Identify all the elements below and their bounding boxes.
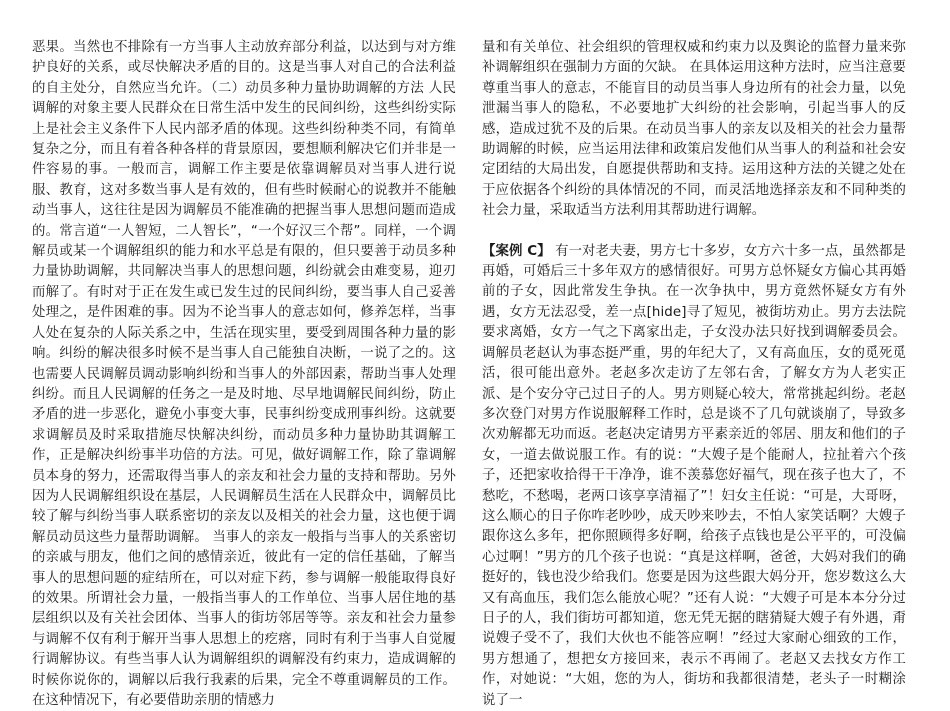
case-title: 【案例 C】 <box>482 243 551 259</box>
case-text-part-2: 寻了短见，被街坊劝止。男方去法院要求离婚，女方一气之下离家出走，子女没办法只好找到调解委员会。调解员老赵认为事态挺严重，男的年纪大了，又有高血压，女的觅死觅活，很可能出意外。老赵多次走访了左邻右舍，了解女方为人老实正派、是个安分守己过日子的人。男方则疑心较大，常常挑起纠纷。老赵多次登门对男方作说服解释工作时，总是谈不了几句就谈崩了，导致多次劝解都无功而返。老赵决定请男方平素亲近的邻居、朋友和他们的子女，一道去做说服工作。有的说：“大嫂子是个能耐人，拉扯着六个孩子，还把家收拾得干干净净，谁不羡慕您好福气，现在孩子也大了，不愁吃，不愁喝，老两口该享享清福了”！妇女主任说：“可是，大哥呀，这么顺心的日子你咋老吵吵，成天吵来吵去，不怕人家笑话啊？大嫂子跟你这么多年，把你照顾得多好啊，给孩子点钱也是公平平的，可没偏心过啊！”男方的几个孩子也说：“真是这样啊，爸爸，大妈对我们的确挺好的，钱也没少给我们。您要是因为这些跟大妈分开，您岁数这么大又有高血压，我们怎么能放心呢？”还有人说：“大嫂子可是本本分分过日子的人，我们街坊可都知道，您无凭无据的瞎猜疑大嫂子有外遇，甭说嫂子受不了，我们大伙也不能答应啊！”经过大家耐心细致的工作，男方想通了，想把女方接回来，表示不再闹了。老赵又去找女方作工作，对她说：“大姐，您的为人，街坊和我都很清楚，老头子一时糊涂说了一 <box>482 304 906 708</box>
hide-tag: [hide] <box>646 304 687 320</box>
left-column-body-text: 恶果。当然也不排除有一方当事人主动放弃部分利益，以达到与对方维护良好的关系，或尽快解决矛盾的目的。这是当事人对自己的合法利益的自主处分，自然应当允许。（二）动员多种力量协助调解的方法 人民调解的对象主要人民群众在日常生活中发生的民间纠纷，这些纠纷实际上是社会主义条件下人民内部矛盾的体现。这些纠纷种类不同，有简单复杂之分，而且有着各种各样的背景原因，要想顺利解决它们并非是一件容易的事。一般而言，调解工作主要是依靠调解员对当事人进行说服、教育，这对多数当事人是有效的，但有些时候耐心的说教并不能触动当事人，这往往是因为调解员不能准确的把握当事人思想问题而造成的。常言道“一人智短，二人智长”，“一个好汉三个帮”。同样，一个调解员或某一个调解组织的能力和水平总是有限的，但只要善于动员多种力量协助调解，共同解决当事人的思想问题，纠纷就会由难变易，迎刃而解了。有时对于正在发生或已发生过的民间纠纷，要当事人自己妥善处理之，是件困难的事。因为不论当事人的意志如何，修养怎样，当事人处在复杂的人际关系之中，生活在现实里，要受到周围各种力量的影响。纠纷的解决很多时候不是当事人自己能独自决断，一说了之的。这也需要人民调解员调动影响纠纷和当事人的外部因素，帮助当事人处理纠纷。而且人民调解的任务之一是及时地、尽早地调解民间纠纷，防止矛盾的进一步恶化，避免小事变大事，民事纠纷变成刑事纠纷。这就要求调解员及时采取措施尽快解决纠纷，而动员多种力量协助其调解工作，正是解决纠纷事半功倍的方法。可见，做好调解工作，除了靠调解员本身的努力，还需取得当事人的亲友和社会力量的支持和帮助。另外因为人民调解组织设在基层，人民调解员生活在人民群众中，调解员比较了解与纠纷当事人联系密切的亲友以及相关的社会力量，这也便于调解员动员这些力量帮助调解。 当事人的亲友一般指与当事人的关系密切的亲戚与朋友，他们之间的感情亲近，彼此有一定的信任基础，了解当事人的思想问题的症结所在，可以对症下药，参与调解一般能取得良好的效果。所谓社会力量，一般指当事人的工作单位、当事人居住地的基层组织以及有关社会团体、当事人的街坊邻居等等。亲友和社会力量参与调解不仅有利于解开当事人思想上的疙瘩，同时有利于当事人自觉履行调解协议。有些当事人认为调解组织的调解没有约束力，造成调解的时候你说你的，调解以后我行我素的后果，完全不尊重调解员的工作。在这种情况下，有必要借助亲朋的情感力 <box>32 40 456 708</box>
right-column <box>482 38 906 711</box>
case-text-part-1: 有一对老夫妻，男方七十多岁，女方六十多一点，虽然都是再婚，可婚后三十多年双方的感情很好。可男方总怀疑女方偏心其再婚前的子女，因此常发生争执。在一次争执中，男方竟然怀疑女方有外遇，女方无法忍受，差一点 <box>482 243 906 320</box>
paragraph-gap <box>482 222 906 242</box>
left-column <box>32 38 456 711</box>
right-column-body-text: 量和有关单位、社会组织的管理权威和约束力以及舆论的监督力量来弥补调解组织在强制力方面的欠缺。 在具体运用这种方法时，应当注意要尊重当事人的意志，不能盲目的动员当事人身边所有的社会力量，以免泄漏当事人的隐私，不必要地扩大纠纷的社会影响，引起当事人的反感，造成过犹不及的后果。在动员当事人的亲友以及相关的社会力量帮助调解的时候，应当运用法律和政策启发他们从当事人的利益和社会安定团结的大局出发，自愿提供帮助和支持。运用这种方法的关键之处在于应依据各个纠纷的具体情况的不同，而灵活地选择亲友和不同种类的社会力量，采取适当方法利用其帮助进行调解。 <box>482 40 906 219</box>
case-paragraph <box>482 242 906 711</box>
